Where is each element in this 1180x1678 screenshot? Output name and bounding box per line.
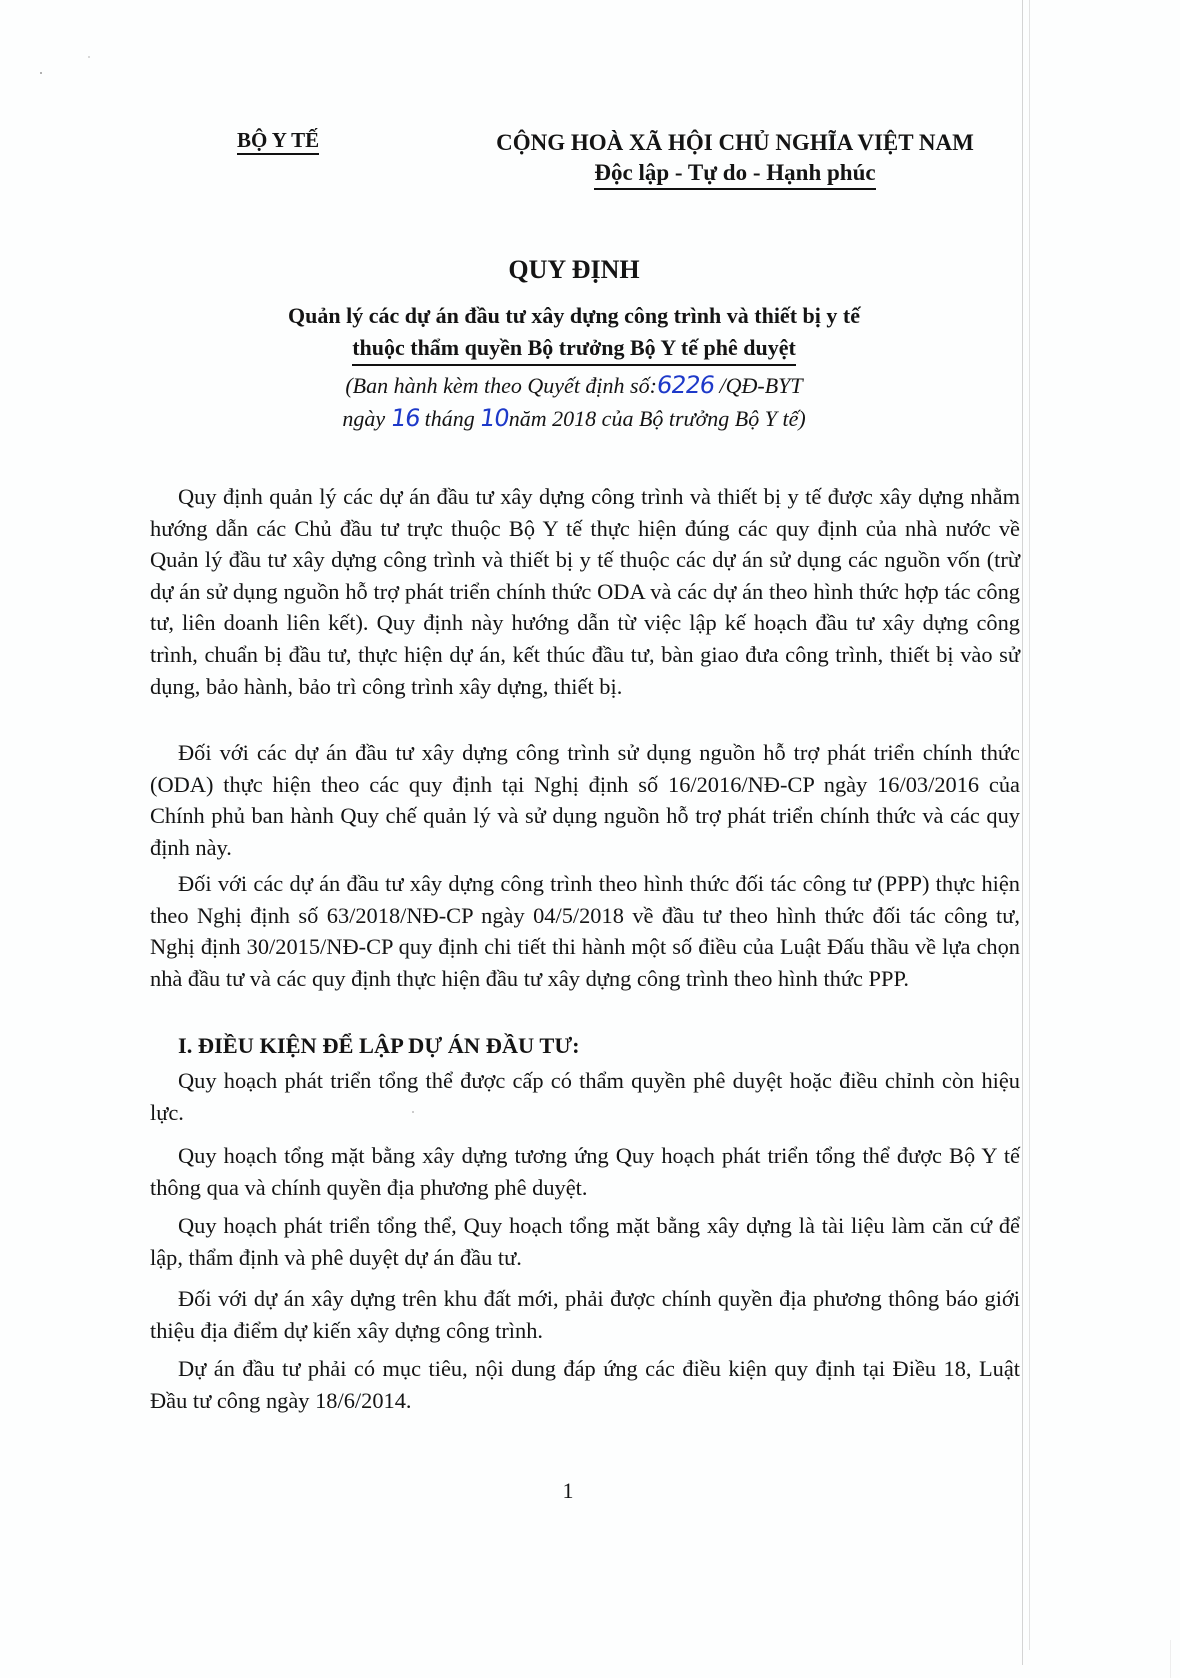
- issuance-line-2: ngày 16 tháng 10năm 2018 của Bộ trưởng Bộ Y tế): [342, 404, 806, 432]
- scan-speck: [40, 72, 42, 74]
- issuance-note: [0, 369, 1148, 435]
- handwritten-day: 16: [388, 404, 422, 432]
- issuing-agency: [237, 128, 337, 153]
- section-paragraph: Đối với dự án xây dựng trên khu đất mới, phải được chính quyền địa phương thông báo giới thiệu địa điểm dự kiến xây dựng công trình.: [150, 1286, 1020, 1343]
- document-subtitle: [0, 300, 1148, 364]
- national-motto: Độc lập - Tự do - Hạnh phúc: [470, 158, 1000, 188]
- agency-name: BỘ Y TẾ: [237, 128, 319, 155]
- section-paragraph: Dự án đầu tư phải có mục tiêu, nội dung đáp ứng các điều kiện quy định tại Điều 18, Luật Đầu tư công ngày 18/6/2014.: [150, 1356, 1020, 1413]
- scan-artifact-line: [1170, 1640, 1171, 1678]
- section-paragraph: Quy hoạch phát triển tổng thể được cấp có thẩm quyền phê duyệt hoặc điều chỉnh còn hiệu lực.: [150, 1068, 1020, 1125]
- country-name: CỘNG HOÀ XÃ HỘI CHỦ NGHĨA VIỆT NAM: [496, 130, 974, 155]
- section-paragraph: Quy hoạch phát triển tổng thể, Quy hoạch tổng mặt bằng xây dựng là tài liệu làm căn cứ để lập, thẩm định và phê duyệt dự án đầu tư.: [150, 1213, 1020, 1270]
- body-paragraph: Quy định quản lý các dự án đầu tư xây dựng công trình và thiết bị y tế được xây dựng nhằm hướng dẫn các Chủ đầu tư trực thuộc Bộ Y tế thực hiện đúng các quy định của nhà nước về Quản lý đầu tư xây dựng công trình và thiết bị y tế thuộc các dự án sử dụng các nguồn vốn (trừ dự án sử dụng nguồn hỗ trợ phát triển chính thức ODA và các dự án theo hình thức hợp tác công tư, liên doanh liên kết). Quy định này hướng dẫn từ việc lập kế hoạch đầu tư xây dựng công trình, chuẩn bị đầu tư, thực hiện dự án, kết thúc đầu tư, bàn giao đưa công trình, thiết bị vào sử dụng, bảo hành, bảo trì công trình xây dựng, thiết bị.: [150, 484, 1020, 699]
- subtitle-line-1: Quản lý các dự án đầu tư xây dựng công trình và thiết bị y tế: [288, 303, 860, 328]
- subtitle-line-2: thuộc thẩm quyền Bộ trưởng Bộ Y tế phê duyệt: [0, 332, 1148, 364]
- body-paragraph: Đối với các dự án đầu tư xây dựng công trình theo hình thức đối tác công tư (PPP) thực hiện theo Nghị định số 63/2018/NĐ-CP ngày 04/5/2018 về đầu tư theo hình thức đối tác công tư, Nghị định 30/2015/NĐ-CP quy định chi tiết thi hành một số điều của Luật Đấu thầu về lựa chọn nhà đầu tư và các quy định thực hiện đầu tư xây dựng công trình theo hình thức PPP.: [150, 871, 1020, 991]
- section-paragraph: Quy hoạch tổng mặt bằng xây dựng tương ứng Quy hoạch phát triển tổng thể được Bộ Y tế thông qua và chính quyền địa phương phê duyệt.: [150, 1143, 1020, 1200]
- scan-speck: [88, 56, 90, 58]
- section-heading: I. ĐIỀU KIỆN ĐỂ LẬP DỰ ÁN ĐẦU TƯ:: [178, 1033, 580, 1058]
- document-type-title: QUY ĐỊNH: [508, 255, 640, 284]
- national-header: [470, 128, 1000, 188]
- page-number: 1: [562, 1478, 574, 1503]
- scan-artifact-line: [1029, 0, 1030, 1650]
- body-paragraph: Đối với các dự án đầu tư xây dựng công trình sử dụng nguồn hỗ trợ phát triển chính thức (ODA) thực hiện theo các quy định tại Nghị định số 16/2016/NĐ-CP ngày 16/03/2016 của Chính phủ ban hành Quy chế quản lý và sử dụng nguồn hỗ trợ phát triển chính thức và các quy định này.: [150, 740, 1020, 860]
- scan-artifact-line: [1022, 0, 1023, 1665]
- handwritten-decision-number: 6226: [654, 371, 716, 399]
- handwritten-month: 10: [478, 404, 511, 432]
- issuance-line-1: (Ban hành kèm theo Quyết định số:6226 /QĐ-BYT: [345, 371, 803, 399]
